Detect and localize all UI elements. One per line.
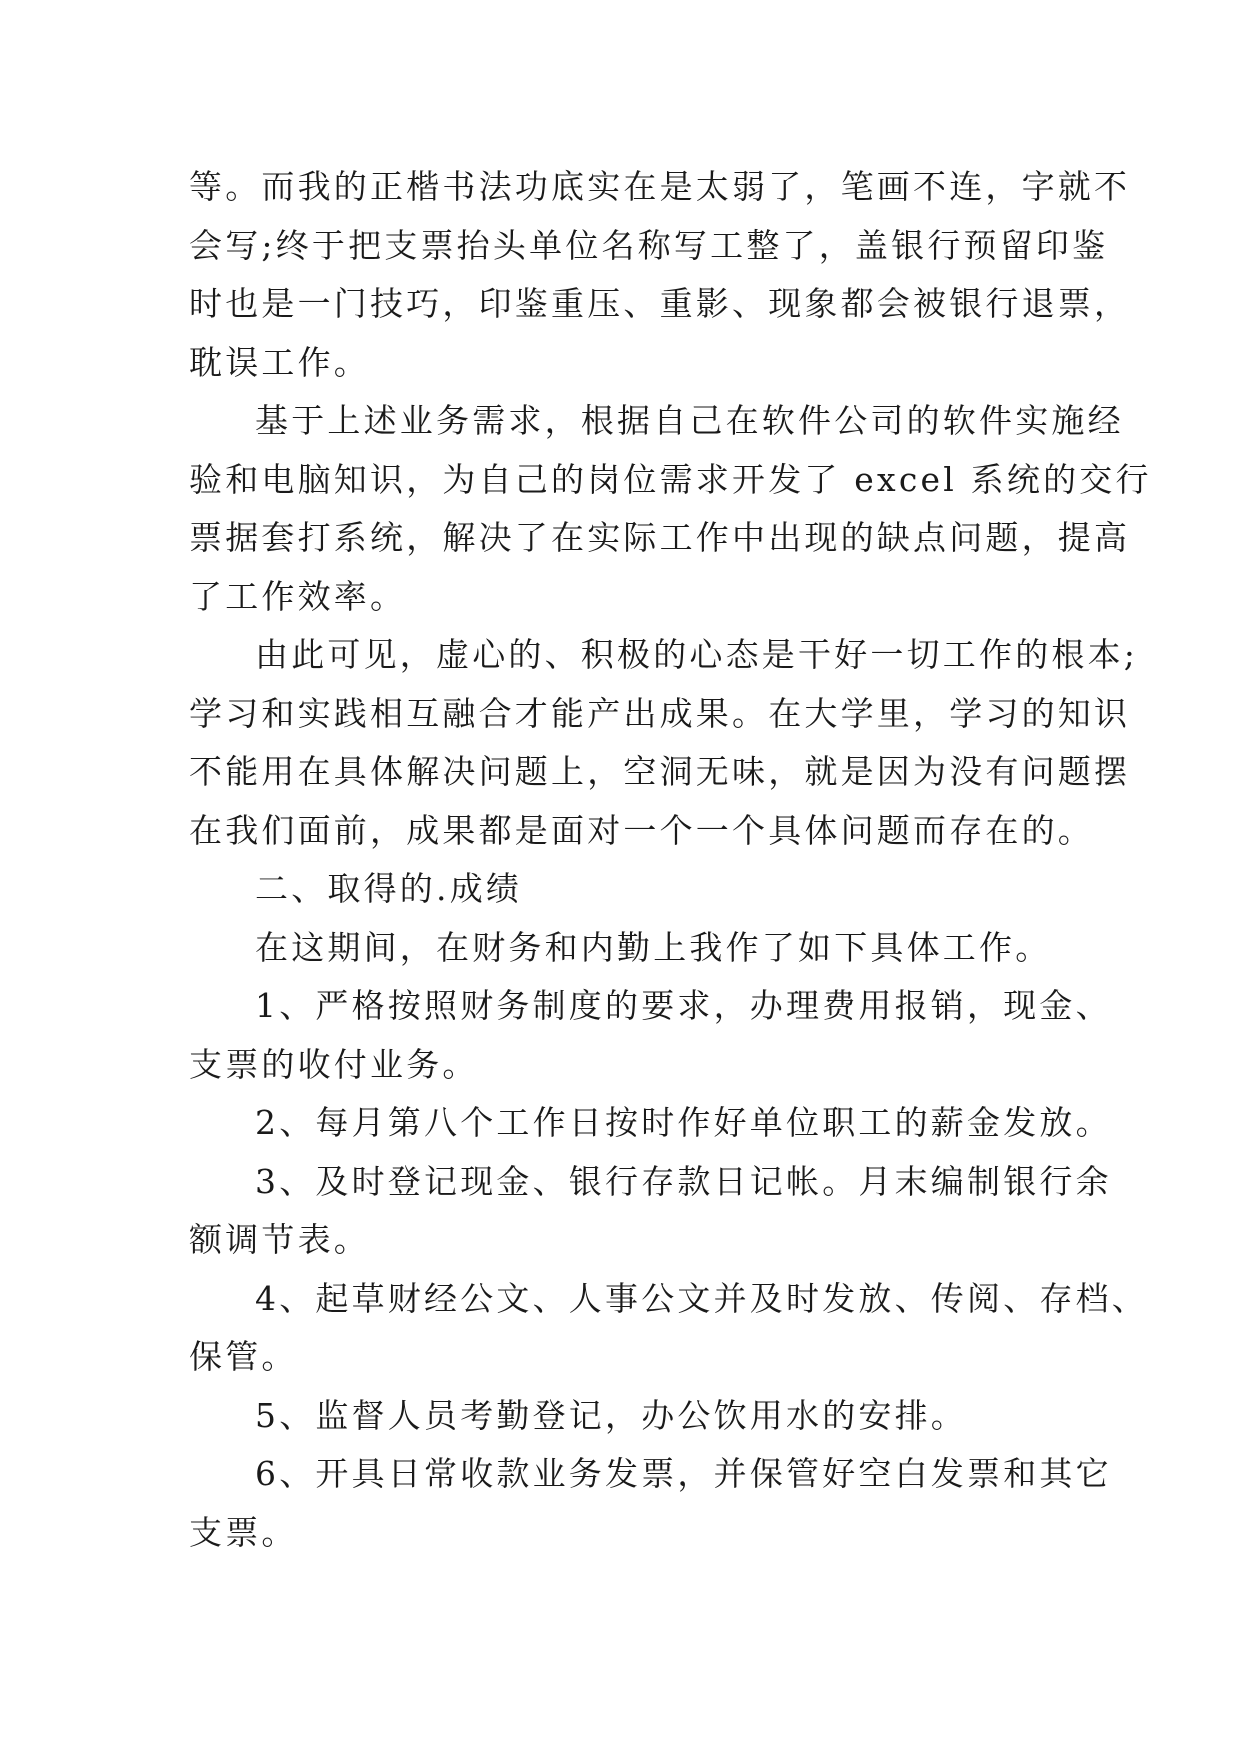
text-line: 等。而我的正楷书法功底实在是太弱了，笔画不连，字就不 bbox=[189, 167, 1131, 206]
text-line: 在我们面前，成果都是面对一个一个具体问题而存在的。 bbox=[189, 810, 1094, 850]
text-line: 时也是一门技巧，印鉴重压、重影、现象都会被银行退票， bbox=[189, 284, 1131, 323]
list-item-2: 2、每月第八个工作日按时作好单位职工的薪金发放。 bbox=[255, 1103, 1112, 1142]
list-item-3: 3、及时登记现金、银行存款日记帐。月末编制银行余 bbox=[255, 1161, 1112, 1201]
text-line: 会写;终于把支票抬头单位名称写工整了，盖银行预留印鉴 bbox=[189, 225, 1109, 265]
paragraph-first-line: 在这期间，在财务和内勤上我作了如下具体工作。 bbox=[255, 927, 1052, 967]
text-line: 验和电脑知识，为自己的岗位需求开发了 excel 系统的交行 bbox=[189, 459, 1152, 499]
text-line: 额调节表。 bbox=[189, 1220, 370, 1259]
text-line: 支票。 bbox=[189, 1512, 298, 1552]
paragraph-first-line: 基于上述业务需求，根据自己在软件公司的软件实施经 bbox=[255, 401, 1124, 440]
text-line: 不能用在具体解决问题上，空洞无味，就是因为没有问题摆 bbox=[189, 752, 1131, 791]
text-line: 学习和实践相互融合才能产出成果。在大学里，学习的知识 bbox=[189, 693, 1131, 733]
text-line: 了工作效率。 bbox=[189, 576, 407, 616]
text-line: 保管。 bbox=[189, 1337, 298, 1376]
paragraph-first-line: 由此可见，虚心的、积极的心态是干好一切工作的根本; bbox=[255, 635, 1139, 674]
list-item-4: 4、起草财经公文、人事公文并及时发放、传阅、存档、 bbox=[255, 1278, 1148, 1318]
text-line: 票据套打系统，解决了在实际工作中出现的缺点问题，提高 bbox=[189, 518, 1131, 557]
text-line: 耽误工作。 bbox=[189, 342, 370, 382]
document-body bbox=[189, 158, 1152, 1562]
list-item-1: 1、严格按照财务制度的要求，办理费用报销，现金、 bbox=[255, 986, 1112, 1025]
list-item-5: 5、监督人员考勤登记，办公饮用水的安排。 bbox=[255, 1395, 967, 1435]
list-item-6: 6、开具日常收款业务发票，并保管好空白发票和其它 bbox=[255, 1454, 1112, 1493]
section-heading: 二、取得的.成绩 bbox=[255, 869, 523, 908]
text-line: 支票的收付业务。 bbox=[189, 1044, 479, 1084]
